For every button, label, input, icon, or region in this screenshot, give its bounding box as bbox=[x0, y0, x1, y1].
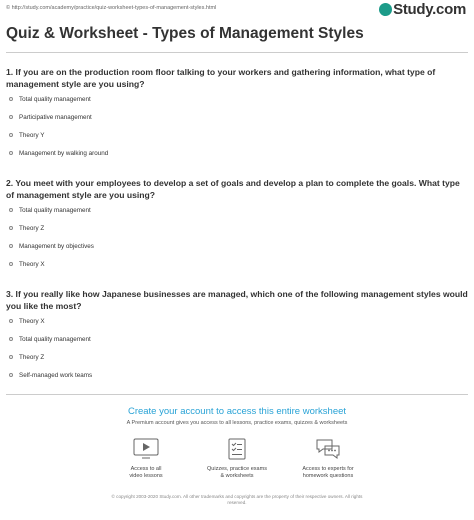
feature-label-line1: Access to all bbox=[130, 466, 162, 472]
option-label: Theory Z bbox=[19, 353, 45, 361]
option-label: Theory X bbox=[19, 260, 45, 268]
question-3-text: 3. If you really like how Japanese businesses are managed, which one of the following management styles would you like the most? bbox=[6, 289, 468, 311]
feature-label-line2: homework questions bbox=[302, 473, 354, 479]
option-label: Self-managed work teams bbox=[19, 371, 93, 379]
copyright-line1: © copyright 2003-2020 Study.com. All other trademarks and copyrights are the property of their respective owners. All rights bbox=[111, 494, 363, 499]
question-1-option-b[interactable] bbox=[9, 112, 92, 122]
question-1-option-c[interactable] bbox=[9, 130, 44, 140]
promo-divider bbox=[6, 394, 468, 395]
radio-icon[interactable] bbox=[9, 115, 13, 119]
question-2-option-c[interactable] bbox=[9, 241, 94, 251]
feature-quizzes bbox=[187, 438, 287, 480]
question-2-option-d[interactable] bbox=[9, 259, 45, 269]
radio-icon[interactable] bbox=[9, 226, 13, 230]
expert-chat-icon bbox=[315, 438, 341, 460]
radio-icon[interactable] bbox=[9, 319, 13, 323]
copyright-line2: reserved. bbox=[227, 500, 247, 505]
video-lesson-icon bbox=[133, 438, 159, 460]
option-label: Total quality management bbox=[19, 335, 91, 343]
option-label: Theory Z bbox=[19, 224, 45, 232]
radio-icon[interactable] bbox=[9, 262, 13, 266]
option-label: Theory Y bbox=[19, 131, 45, 139]
option-label: Management by walking around bbox=[19, 149, 109, 157]
create-account-link[interactable]: Create your account to access this entire worksheet bbox=[127, 406, 347, 417]
radio-icon[interactable] bbox=[9, 133, 13, 137]
radio-icon[interactable] bbox=[9, 337, 13, 341]
question-3-option-a[interactable] bbox=[9, 316, 45, 326]
question-2-text: 2. You meet with your employees to develop a set of goals and develop a plan to complete the goals. What type of management style are you using? bbox=[6, 178, 460, 200]
feature-label-line1: Access to experts for bbox=[302, 466, 354, 472]
question-2-option-a[interactable] bbox=[9, 205, 91, 215]
question-1-text: 1. If you are on the production room floor talking to your workers and gathering information, what type of management style are you using? bbox=[6, 67, 436, 89]
page-url: © http://study.com/academy/practice/quiz-worksheet-types-of-management-styles.html bbox=[6, 5, 217, 11]
option-label: Total quality management bbox=[19, 206, 91, 214]
radio-icon[interactable] bbox=[9, 208, 13, 212]
option-label: Theory X bbox=[19, 317, 45, 325]
radio-icon[interactable] bbox=[9, 151, 13, 155]
question-3-option-c[interactable] bbox=[9, 352, 44, 362]
feature-label-line1: Quizzes, practice exams bbox=[207, 466, 267, 472]
quiz-icon bbox=[224, 438, 250, 460]
option-label: Management by objectives bbox=[19, 242, 94, 250]
title-divider bbox=[6, 52, 468, 53]
feature-label-line2: video lessons bbox=[129, 473, 163, 479]
feature-video-lessons bbox=[96, 438, 196, 480]
radio-icon[interactable] bbox=[9, 355, 13, 359]
study-logo[interactable] bbox=[379, 1, 466, 17]
feature-experts bbox=[278, 438, 378, 480]
option-label: Total quality management bbox=[19, 95, 91, 103]
feature-label-line2: & worksheets bbox=[220, 473, 254, 479]
radio-icon[interactable] bbox=[9, 97, 13, 101]
copyright-footer bbox=[0, 494, 474, 506]
study-logo-text: Study.com bbox=[393, 0, 466, 18]
question-3-option-d[interactable] bbox=[9, 370, 92, 380]
study-logo-icon bbox=[379, 3, 392, 16]
promo-subtitle: A Premium account gives you access to all lessons, practice exams, quizzes & worksheets bbox=[126, 420, 348, 426]
question-2-option-b[interactable] bbox=[9, 223, 44, 233]
radio-icon[interactable] bbox=[9, 244, 13, 248]
question-1-option-d[interactable] bbox=[9, 148, 108, 158]
question-1-option-a[interactable] bbox=[9, 94, 91, 104]
question-3-option-b[interactable] bbox=[9, 334, 91, 344]
option-label: Participative management bbox=[19, 113, 92, 121]
radio-icon[interactable] bbox=[9, 373, 13, 377]
page-title: Quiz & Worksheet - Types of Management Styles bbox=[6, 25, 364, 42]
top-bar bbox=[0, 0, 474, 18]
